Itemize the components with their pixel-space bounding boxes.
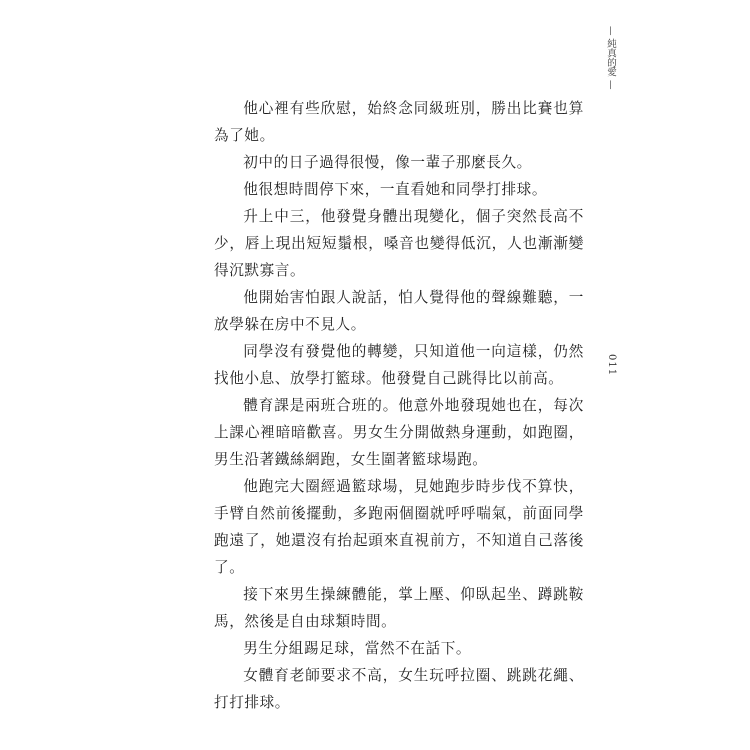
paragraph: 男生分組踢足球，當然不在話下。 xyxy=(243,640,472,657)
paragraph: 女體育老師要求不高，女生玩呼拉圈、跳跳花繩、打打排球。 xyxy=(214,667,584,711)
paragraph: 接下來男生操練體能，掌上壓、仰臥起坐、蹲跳鞍馬，然後是自由球類時間。 xyxy=(214,586,584,630)
paragraph: 體育課是兩班合班的。他意外地發現她也在，每次上課心裡暗暗歡喜。男女生分開做熱身運動，如跑圈，男生沿著鐵絲網跑，女生圍著籃球場跑。 xyxy=(214,397,584,468)
running-head-title: 純真的愛 xyxy=(605,38,616,77)
body-text xyxy=(214,95,584,716)
paragraph: 他心裡有些欣慰，始終念同級班別，勝出比賽也算為了她。 xyxy=(214,100,584,144)
running-head-dash-top: — xyxy=(605,26,616,36)
paragraph: 同學沒有發覺他的轉變，只知道他一向這樣，仍然找他小息、放學打籃球。他發覺自己跳得比以前高。 xyxy=(214,343,584,387)
paragraph: 他跑完大圈經過籃球場，見她跑步時步伐不算快，手臂自然前後擺動，多跑兩個圈就呼呼喘氣，前面同學跑遠了，她還沒有抬起頭來直視前方，不知道自己落後了。 xyxy=(214,478,584,576)
paragraph: 他很想時間停下來，一直看她和同學打排球。 xyxy=(243,181,548,198)
running-head-dash-bottom: — xyxy=(605,79,616,90)
page-number: 011 xyxy=(606,354,617,377)
paragraph: 升上中三，他發覺身體出現變化，個子突然長高不少，唇上現出短短鬚根，嗓音也變得低沉，人也漸漸變得沉默寡言。 xyxy=(214,208,584,279)
paragraph: 初中的日子過得很慢，像一輩子那麼長久。 xyxy=(243,154,532,171)
running-head xyxy=(601,26,617,89)
paragraph: 他開始害怕跟人說話，怕人覺得他的聲線難聽，一放學躲在房中不見人。 xyxy=(214,289,584,333)
